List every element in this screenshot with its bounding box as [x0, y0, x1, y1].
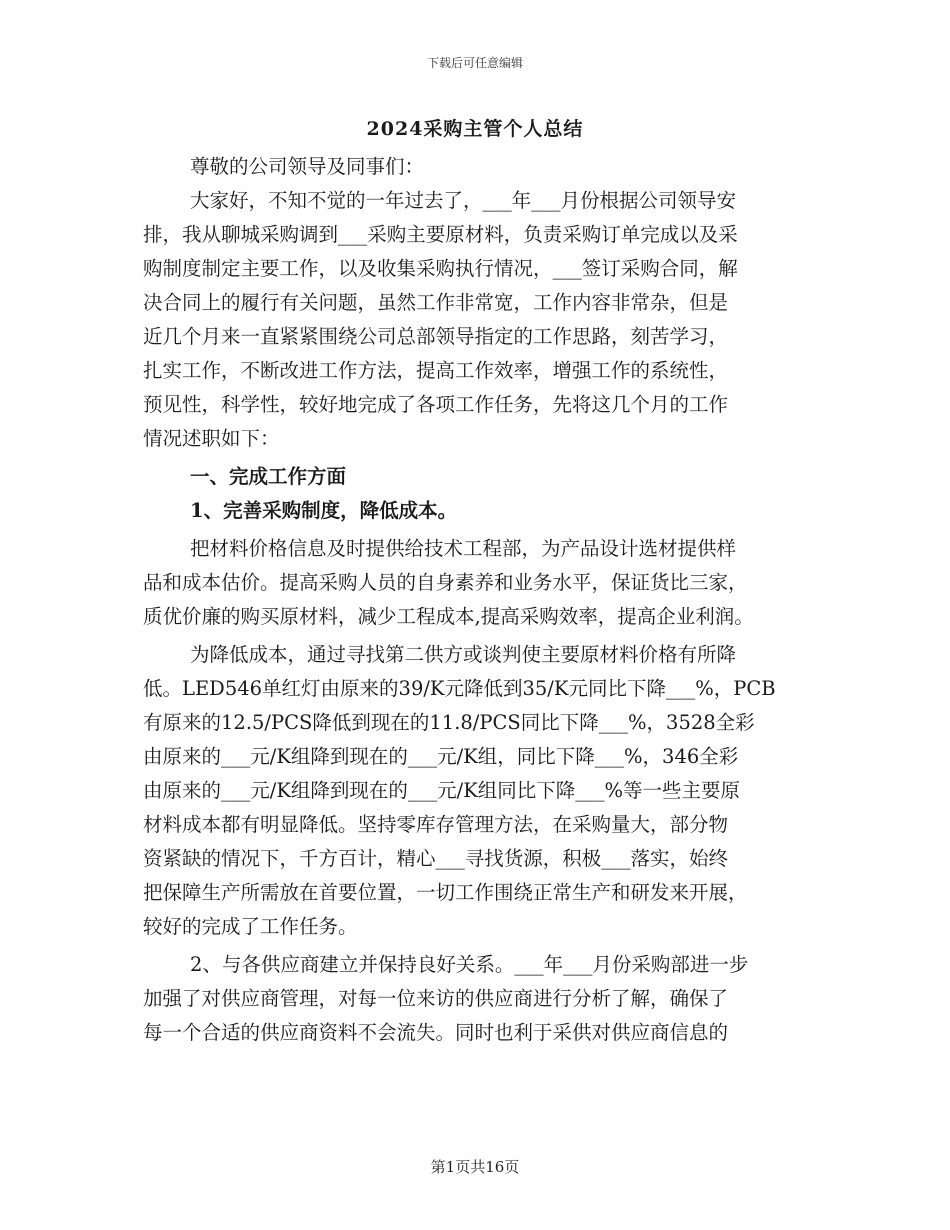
paragraph-line: 由原来的___元/K组降到现在的___元/K组，同比下降___%，346全彩: [143, 745, 739, 768]
paragraph-line: 加强了对供应商管理，对每一位来访的供应商进行分析了解，确保了: [143, 987, 729, 1010]
paragraph-line: 为降低成本，通过寻找第二供方或谈判使主要原材料价格有所降: [190, 643, 737, 666]
paragraph-line: 每一个合适的供应商资料不会流失。同时也利于采供对供应商信息的: [143, 1021, 729, 1044]
header-note: 下载后可任意编辑: [426, 56, 523, 70]
paragraph-line: 由原来的___元/K组降到现在的___元/K组同比下降___%等一些主要原: [143, 779, 741, 802]
paragraph-line: 排，我从聊城采购调到___采购主要原材料，负责采购订单完成以及采: [143, 223, 738, 246]
paragraph-line: 品和成本估价。提高采购人员的自身素养和业务水平，保证货比三家，: [143, 571, 748, 594]
paragraph-line: 较好的完成了工作任务。: [143, 915, 358, 938]
paragraph-line: 低。LED546单红灯由原来的39/K元降低到35/K元同比下降___%，PCB: [143, 677, 776, 700]
paragraph-line: 资紧缺的情况下，千方百计，精心___寻找货源，积极___落实，始终: [143, 847, 729, 870]
paragraph-line: 购制度制定主要工作，以及收集采购执行情况，___签订采购合同，解: [143, 257, 738, 280]
paragraph-line: 情况述职如下：: [143, 427, 280, 450]
paragraph-line: 预见性，科学性，较好地完成了各项工作任务，先将这几个月的工作: [143, 393, 729, 416]
paragraph-line: 有原来的12.5/PCS降低到现在的11.8/PCS同比下降___%，3528全彩: [143, 711, 755, 734]
greeting-line: 尊敬的公司领导及同事们：: [190, 155, 425, 178]
section-heading: 一、完成工作方面: [190, 465, 347, 488]
paragraph-line: 把材料价格信息及时提供给技术工程部，为产品设计选材提供样: [190, 537, 737, 560]
paragraph-line: 把保障生产所需放在首要位置，一切工作围绕正常生产和研发来开展，: [143, 881, 748, 904]
document-body: [143, 150, 823, 1050]
paragraph-line: 近几个月来一直紧紧围绕公司总部领导指定的工作思路，刻苦学习，: [143, 325, 729, 348]
document-title: 2024采购主管个人总结: [366, 118, 584, 140]
paragraph-line: 大家好，不知不觉的一年过去了，___年___月份根据公司领导安: [190, 189, 737, 212]
subsection-heading: 1、完善采购制度，降低成本。: [190, 499, 458, 522]
paragraph-line: 决合同上的履行有关问题，虽然工作非常宽，工作内容非常杂，但是: [143, 291, 729, 314]
paragraph-line: 材料成本都有明显降低。坚持零库存管理方法，在采购量大，部分物: [143, 813, 729, 836]
paragraph-line: 2、与各供应商建立并保持良好关系。___年___月份采购部进一步: [190, 953, 749, 976]
paragraph-line: 扎实工作，不断改进工作方法，提高工作效率，增强工作的系统性，: [143, 359, 729, 382]
paragraph-line: 质优价廉的购买原材料，减少工程成本,提高采购效率，提高企业利润。: [143, 605, 754, 628]
page-number-footer: 第1页共16页: [430, 1158, 520, 1176]
